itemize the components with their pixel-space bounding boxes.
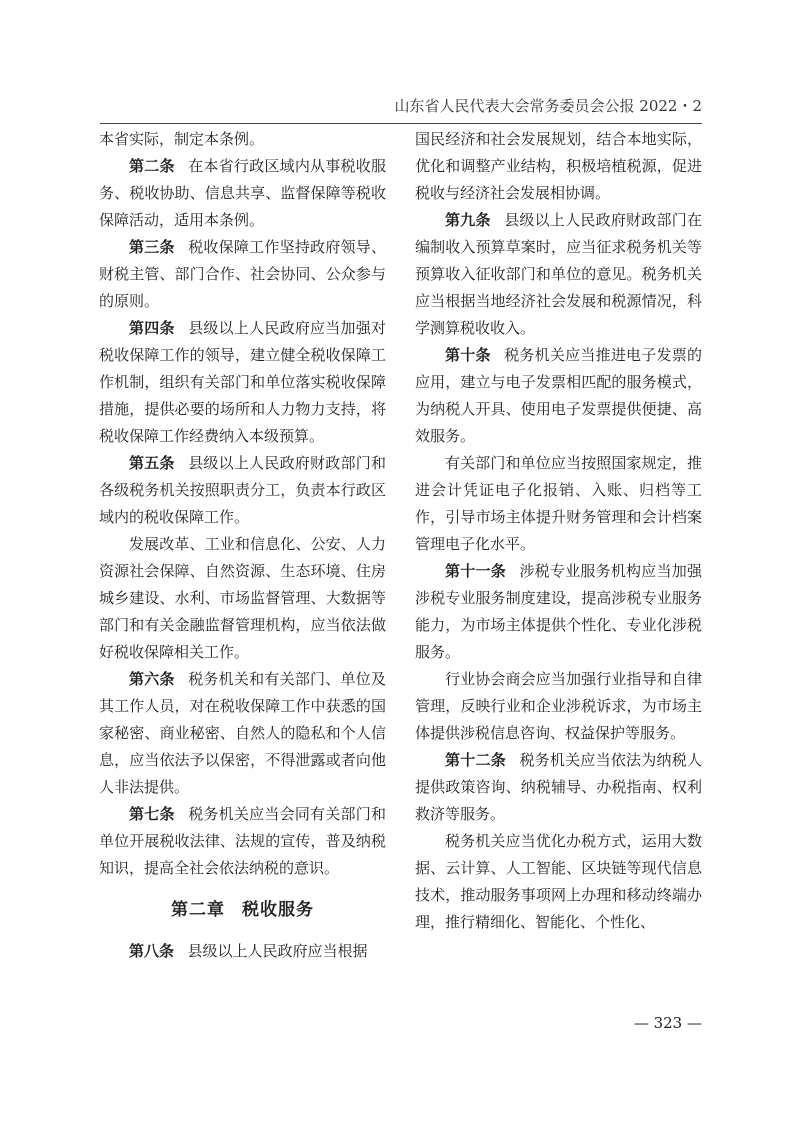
article-text: 税务机关应当会同有关部门和单位开展税收法律、法规的宣传，普及纳税知识，提高全社会依法纳税的意识。: [99, 805, 386, 877]
article-11: [415, 558, 702, 666]
article-text: 县级以上人民政府财政部门和各级税务机关按照职责分工，负责本行政区域内的税收保障工作。: [99, 454, 386, 526]
article-text: 涉税专业服务机构应当加强涉税专业服务制度建设，提高涉税专业服务能力，为市场主体提供个性化、专业化涉税服务。: [415, 562, 702, 661]
article-label: 第七条: [129, 805, 175, 823]
article-label: 第十条: [445, 346, 491, 364]
article-text: 县级以上人民政府应当根据: [187, 942, 368, 960]
article-label: 第十二条: [445, 751, 506, 769]
article-5: [99, 450, 386, 531]
article-text: 县级以上人民政府应当加强对税收保障工作的领导，建立健全税收保障工作机制，组织有关部门和单位落实税收保障措施，提供必要的场所和人力物力支持，将税收保障工作经费纳入本级预算。: [99, 319, 386, 445]
paragraph: 行业协会商会应当加强行业指导和自律管理，反映行业和企业涉税诉求，为市场主体提供涉税信息咨询、权益保护等服务。: [415, 670, 702, 742]
article-4: [99, 315, 386, 450]
chapter-number: 第二章: [171, 900, 225, 920]
article-3: [99, 234, 386, 315]
article-label: 第十一条: [445, 562, 506, 580]
article-label: 第九条: [445, 211, 491, 229]
article-9: [415, 207, 702, 342]
chapter-heading: [99, 895, 386, 925]
article-2: [99, 153, 386, 234]
article-label: 第二条: [129, 157, 175, 175]
article-label: 第八条: [129, 942, 175, 960]
article-text: 税务机关应当推进电子发票的应用，建立与电子发票相匹配的服务模式，为纳税人开具、使用电子发票提供便捷、高效服务。: [415, 346, 702, 445]
paragraph: 有关部门和单位应当按照国家规定，推进会计凭证电子化报销、入账、归档等工作，引导市场主体提升财务管理和会计档案管理电子化水平。: [415, 454, 702, 553]
chapter-title: 税收服务: [242, 900, 314, 920]
article-label: 第四条: [129, 319, 175, 337]
paragraph: 税务机关应当优化办税方式，运用大数据、云计算、人工智能、区块链等现代信息技术，推动服务事项网上办理和移动终端办理，推行精细化、智能化、个性化、: [415, 832, 702, 931]
paragraph: 国民经济和社会发展规划，结合本地实际，优化和调整产业结构，积极培植税源，促进税收与经济社会发展相协调。: [415, 130, 702, 202]
article-8: [99, 938, 386, 965]
right-column: [415, 126, 702, 936]
article-text: 税务机关和有关部门、单位及其工作人员，对在税收保障工作中获悉的国家秘密、商业秘密、自然人的隐私和个人信息，应当依法予以保密，不得泄露或者向他人非法提供。: [99, 670, 386, 796]
article-label: 第六条: [129, 670, 175, 688]
article-7: [99, 801, 386, 882]
article-label: 第五条: [129, 454, 175, 472]
article-10: [415, 342, 702, 450]
article-text: 税务机关应当依法为纳税人提供政策咨询、纳税辅导、办税指南、权利救济等服务。: [415, 751, 702, 823]
article-label: 第三条: [129, 238, 175, 256]
article-text: 在本省行政区域内从事税收服务、税收协助、信息共享、监督保障等税收保障活动，适用本条例。: [99, 157, 386, 229]
left-column: [99, 126, 386, 965]
article-6: [99, 666, 386, 801]
running-header: 山东省人民代表大会常务委员会公报 2022・2: [394, 97, 702, 115]
paragraph: 本省实际，制定本条例。: [99, 130, 265, 148]
article-12: [415, 747, 702, 828]
page-number: — 323 —: [633, 1014, 702, 1032]
paragraph: 发展改革、工业和信息化、公安、人力资源社会保障、自然资源、生态环境、住房城乡建设、水利、市场监督管理、大数据等部门和有关金融监督管理机构，应当依法做好税收保障相关工作。: [99, 535, 386, 661]
header-rule: [100, 123, 702, 124]
article-text: 县级以上人民政府财政部门在编制收入预算草案时，应当征求税务机关等预算收入征收部门和单位的意见。税务机关应当根据当地经济社会发展和税源情况，科学测算税收收入。: [415, 211, 702, 337]
article-text: 税收保障工作坚持政府领导、财税主管、部门合作、社会协同、公众参与的原则。: [99, 238, 386, 310]
